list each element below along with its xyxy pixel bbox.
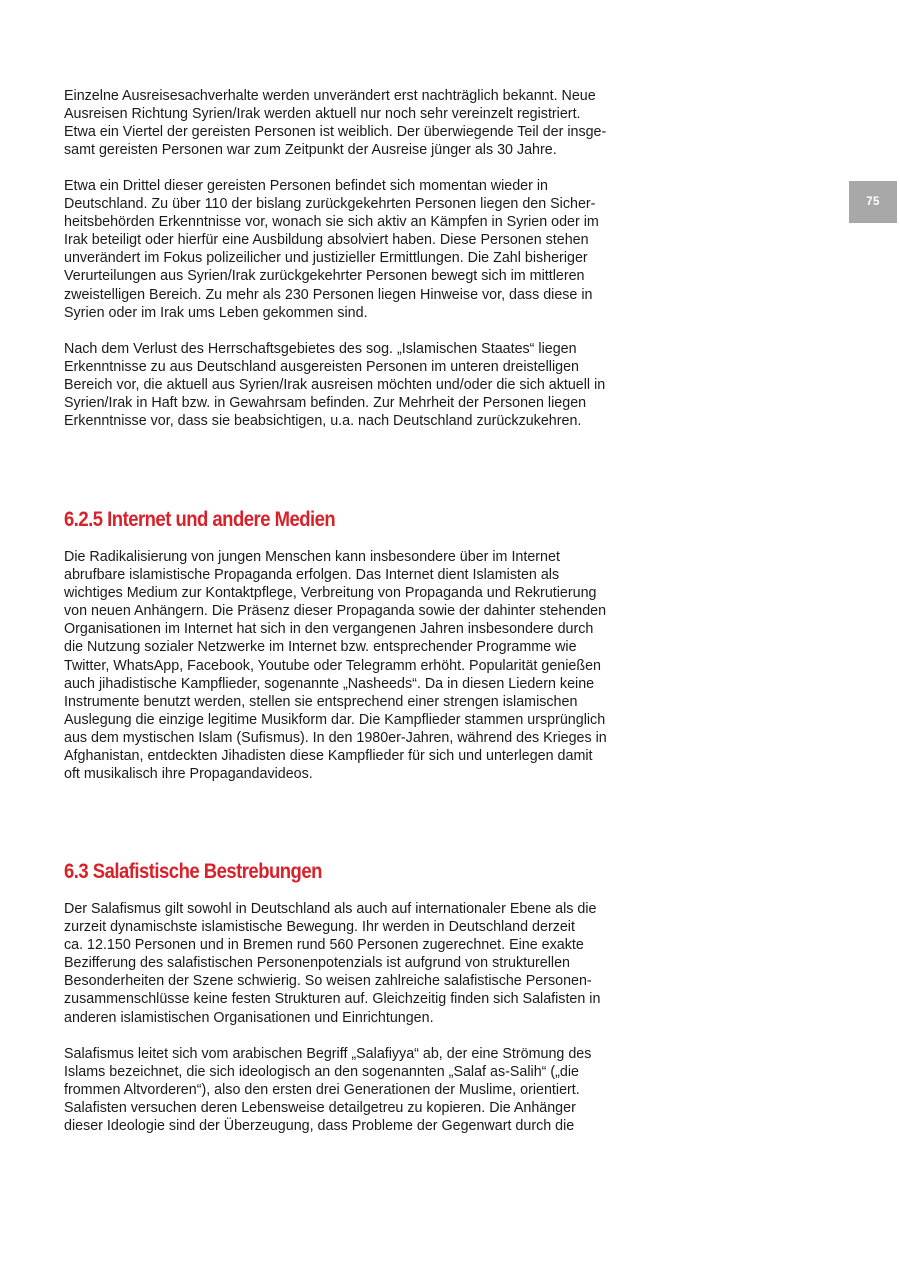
text-line: Die Radikalisierung von jungen Menschen kann insbesondere über im Internet — [64, 549, 560, 565]
text-line: Nach dem Verlust des Herrschaftsgebietes des sog. „Islamischen Staates“ liegen — [64, 341, 577, 357]
text-line: Bereich vor, die aktuell aus Syrien/Irak ausreisen möchten und/oder die sich aktuell in — [64, 377, 606, 394]
text-line: aus dem mystischen Islam (Sufismus). In den 1980er-Jahren, während des Krieges in — [64, 729, 607, 746]
text-line: die Nutzung sozialer Netzwerke im Internet bzw. entsprechender Programme wie — [64, 639, 577, 656]
text-line: ca. 12.150 Personen und in Bremen rund 560 Personen zugerechnet. Eine exakte — [64, 937, 584, 954]
page-number-badge: 75 — [849, 181, 897, 223]
text-line: Salafismus leitet sich vom arabischen Begriff „Salafiyya“ ab, der eine Strömung des — [64, 1046, 592, 1062]
text-line: Etwa ein Viertel der gereisten Personen ist weiblich. Der überwiegende Teil der insge- — [64, 124, 607, 141]
text-line: Bezifferung des salafistischen Personenpotenzials ist aufgrund von strukturellen — [64, 955, 570, 972]
text-line: wichtiges Medium zur Kontaktpflege, Verbreitung von Propaganda und Rekrutierung — [64, 585, 597, 602]
text-line: Besonderheiten der Szene schwierig. So weisen zahlreiche salafistische Personen- — [64, 973, 592, 990]
text-line: oft musikalisch ihre Propagandavideos. — [64, 766, 313, 783]
text-line: abrufbare islamistische Propaganda erfolgen. Das Internet dient Islamisten als — [64, 567, 560, 584]
text-line: von neuen Anhängern. Die Präsenz dieser Propaganda sowie der dahinter stehenden — [64, 603, 607, 620]
text-line: Irak beteiligt oder hierfür eine Ausbildung absolviert haben. Diese Personen stehen — [64, 232, 589, 249]
text-line: Salafisten versuchen deren Lebensweise detailgetreu zu kopieren. Die Anhänger — [64, 1100, 576, 1117]
text-line: zurzeit dynamischste islamistische Bewegung. Ihr werden in Deutschland derzeit — [64, 919, 575, 936]
text-line: Islams bezeichnet, die sich ideologisch an den sogenannten „Salaf as-Salih“ („die — [64, 1064, 579, 1081]
section-6-2-5-paragraph — [64, 548, 624, 783]
text-line: zusammenschlüsse keine festen Strukturen auf. Gleichzeitig finden sich Salafisten in — [64, 991, 601, 1008]
text-line: Twitter, WhatsApp, Facebook, Youtube oder Telegramm erhöht. Popularität genießen — [64, 657, 601, 674]
text-line: Der Salafismus gilt sowohl in Deutschland als auch auf internationaler Ebene als die — [64, 901, 597, 917]
section-6-3-paragraph-1 — [64, 900, 624, 1027]
text-line: Instrumente benutzt werden, stellen sie entsprechend einer strengen islamischen — [64, 693, 578, 710]
text-line: Auslegung die einzige legitime Musikform dar. Die Kampflieder stammen ursprünglich — [64, 711, 606, 728]
text-line: Afghanistan, entdeckten Jihadisten diese Kampflieder für sich und unterlegen damit — [64, 748, 593, 765]
section-heading-6-3: 6.3 Salafistische Bestrebungen — [64, 859, 322, 883]
text-line: Syrien oder im Irak ums Leben gekommen sind. — [64, 304, 368, 321]
text-line: samt gereisten Personen war zum Zeitpunkt der Ausreise jünger als 30 Jahre. — [64, 142, 557, 159]
text-line: Erkenntnisse vor, dass sie beabsichtigen, u.a. nach Deutschland zurückzukehren. — [64, 413, 582, 430]
text-line: auch jihadistische Kampflieder, sogenannte „Nasheeds“. Da in diesen Liedern keine — [64, 675, 595, 692]
text-line: frommen Altvorderen“), also den ersten drei Generationen der Muslime, orientiert. — [64, 1082, 580, 1099]
text-line: unverändert im Fokus polizeilicher und justizieller Ermittlungen. Die Zahl bisheriger — [64, 250, 588, 267]
text-line: Organisationen im Internet hat sich in den vergangenen Jahren insbesondere durch — [64, 621, 594, 638]
text-line: anderen islamistischen Organisationen und Einrichtungen. — [64, 1009, 434, 1026]
text-line: Erkenntnisse zu aus Deutschland ausgereisten Personen im unteren dreistelligen — [64, 359, 579, 376]
text-line: dieser Ideologie sind der Überzeugung, dass Probleme der Gegenwart durch die — [64, 1118, 575, 1135]
text-line: Verurteilungen aus Syrien/Irak zurückgekehrter Personen bewegt sich im mittleren — [64, 268, 585, 285]
section-6-3-paragraph-2 — [64, 1045, 624, 1135]
text-line: heitsbehörden Erkenntnisse vor, wonach sie sich aktiv an Kämpfen in Syrien oder im — [64, 214, 599, 231]
section-heading-6-2-5: 6.2.5 Internet und andere Medien — [64, 507, 336, 531]
text-line: Etwa ein Drittel dieser gereisten Personen befindet sich momentan wieder in — [64, 178, 548, 194]
text-line: zweistelligen Bereich. Zu mehr als 230 Personen liegen Hinweise vor, dass diese in — [64, 286, 593, 303]
text-line: Einzelne Ausreisesachverhalte werden unverändert erst nachträglich bekannt. Neue — [64, 88, 596, 104]
text-line: Syrien/Irak in Haft bzw. in Gewahrsam befinden. Zur Mehrheit der Personen liegen — [64, 395, 587, 412]
intro-paragraph-2 — [64, 177, 624, 322]
text-line: Deutschland. Zu über 110 der bislang zurückgekehrten Personen liegen den Sicher- — [64, 196, 596, 213]
text-line: Ausreisen Richtung Syrien/Irak werden aktuell nur noch sehr vereinzelt registriert. — [64, 106, 581, 123]
intro-paragraph-1 — [64, 87, 624, 159]
intro-paragraph-3 — [64, 340, 624, 430]
